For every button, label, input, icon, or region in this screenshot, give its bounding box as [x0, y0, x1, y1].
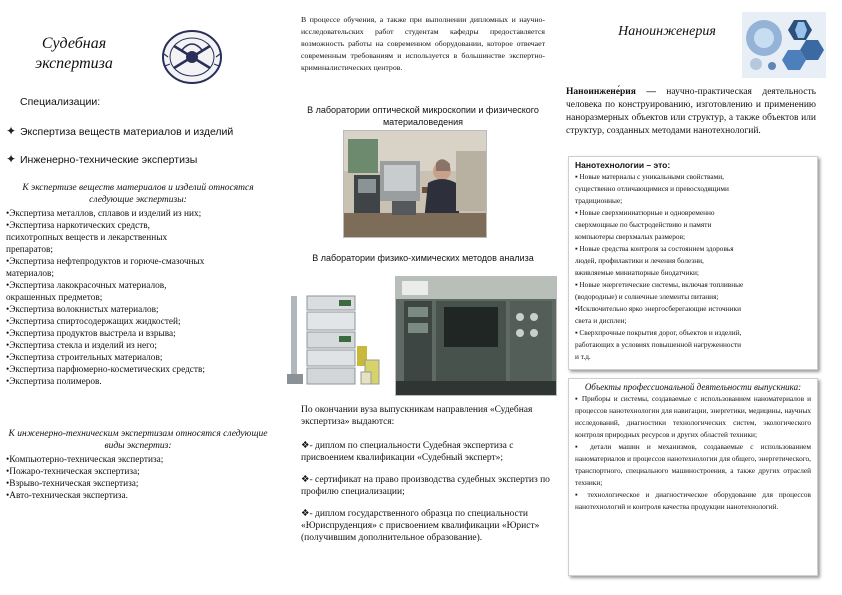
list-item: препаратов;: [6, 245, 53, 255]
issued-item: ❖- сертификат на право производства судебных экспертиз по профилю специализации;: [301, 475, 550, 497]
lab-caption-chemical: В лаборатории физико-химических методов анализа: [312, 253, 534, 263]
middle-panel: [281, 0, 561, 595]
issued-item: ❖- диплом государственного образца по специальности «Юриспруденция» с присвоением квалификации «Юрист» (получившим дополнительное образование).: [301, 509, 540, 543]
nanotech-box: [568, 156, 818, 370]
objects-box: [568, 378, 818, 576]
engineering-list: [6, 454, 272, 502]
list-item: ▪ Сверхпрочные покрытия дорог, объектов и изделий,: [575, 328, 742, 337]
list-item: •Экспертиза наркотических средств,: [6, 221, 150, 231]
nanotech-box-title: Нанотехнологии – это:: [575, 160, 671, 170]
list-item: •Экспертиза волокнистых материалов;: [6, 305, 159, 315]
list-item: ▪ Приборы и системы, создаваемые с использованием наноматериалов и процессов нанотехнологии для навигации, энергетики, медицины, научных исследований, диагностики технологических систем, экологического контроля природных ресурсов и других областей техники;: [575, 394, 811, 439]
lab-photo-instrument: [395, 276, 557, 396]
list-item: ▪ Новые средства контроля за состоянием здоровья: [575, 244, 734, 253]
materials-list: [6, 208, 272, 388]
spec-label: Инженерно-технические экспертизы: [20, 154, 198, 166]
list-item: традиционные;: [575, 196, 623, 205]
list-item: ▪ Новые сверхминиатюрные и одновременно: [575, 208, 715, 217]
issued-documents: [301, 440, 551, 554]
sparkle-icon: ✦: [6, 152, 17, 166]
list-item: ▪ технологическое и диагностическое оборудование для процессов нанотехнологий и контроля качества продукции нанотехнологий.: [575, 490, 811, 511]
list-item: •Экспертиза парфюмерно-косметических средств;: [6, 365, 205, 375]
list-item: •Экспертиза металлов, сплавов и изделий из них;: [6, 209, 202, 219]
list-item: людей, профилактики и лечения болезни,: [575, 256, 704, 265]
list-item: сверхмощные по быстродействию и памяти: [575, 220, 712, 229]
list-item: •Пожаро-техническая экспертиза;: [6, 467, 140, 477]
nano-definition: [566, 86, 816, 138]
list-item: работающих в условиях повышенной нагруженности: [575, 340, 742, 349]
list-item: •Экспертиза нефтепродуктов и горюче-смазочных: [6, 257, 205, 267]
lab-photo-analyzer: [285, 276, 381, 394]
list-item: и т.д.: [575, 352, 591, 361]
sparkle-icon: ✦: [6, 124, 17, 138]
left-panel: [0, 0, 280, 595]
list-item: ▪ детали машин и механизмов, создаваемые с использованием наноматериалов и процессов нанотехнологии для общего, энергетического, транспортного, специального машиностроения, а также других отраслей техники;: [575, 442, 811, 487]
list-item: •Авто-техническая экспертиза.: [6, 491, 128, 501]
list-item: окрашенных предметов;: [6, 293, 103, 303]
spec-item: [6, 152, 197, 166]
list-item: света и дисплеи;: [575, 316, 627, 325]
objects-list: [569, 393, 817, 513]
materials-heading: К экспертизе веществ материалов и изделий относятся следующие экспертизы:: [22, 183, 254, 205]
list-item: •Экспертиза лакокрасочных материалов,: [6, 281, 167, 291]
list-item: •Экспертиза продуктов выстрела и взрыва;: [6, 329, 176, 339]
spec-label: Экспертиза веществ материалов и изделий: [20, 126, 234, 138]
list-item: материалов;: [6, 269, 54, 279]
list-item: ▪ Новые материалы с уникальными свойствами,: [575, 172, 724, 181]
list-item: •Взрыво-техническая экспертиза;: [6, 479, 139, 489]
lab-photo-microscopy: [343, 130, 487, 238]
nano-molecule-icon: [742, 12, 826, 78]
list-item: •Экспертиза строительных материалов;: [6, 353, 163, 363]
panel-title-forensics: Судебная экспертиза: [35, 35, 113, 72]
list-item: ▪ Новые энергетические системы, включая топливные: [575, 280, 744, 289]
list-item: психотропных веществ и лекарственных: [6, 233, 168, 243]
objects-box-title: Объекты профессиональной деятельности выпускника:: [584, 382, 802, 392]
definition-term: Наноинжене́рия —: [566, 87, 656, 97]
right-panel: [562, 0, 842, 595]
intro-paragraph: В процессе обучения, а также при выполнении дипломных и научно-исследовательских работ студентам кафедры предоставляется возможность работы на современном оборудовании, которое отвечает современным требованиям и используется в большинстве экспертно-криминалистических центров.: [301, 15, 545, 72]
definition-text: научно-практическая деятельность человека по конструированию, изготовлению и применению наноразмерных объектов или структур, а также объектов или структур, созданных методами нанотехнологий.: [566, 87, 816, 136]
university-emblem-icon: [160, 28, 224, 86]
list-item: компьютеры сверхмалых размеров;: [575, 232, 686, 241]
nanotech-list: [569, 171, 817, 363]
issued-item: ❖- диплом по специальности Судебная экспертиза с присвоением квалификации «Судебный эксперт»;: [301, 441, 514, 463]
lab-caption-optical: В лаборатории оптической микроскопии и физического материаловедения: [307, 105, 539, 127]
list-item: существенно отличающимися и превосходящими: [575, 184, 729, 193]
spec-item: [6, 124, 233, 138]
graduates-intro: По окончании вуза выпускникам направления «Судебная экспертиза» выдаются:: [301, 405, 533, 427]
specializations-label: Специализации:: [20, 96, 101, 108]
panel-title-nano: Наноинженерия: [618, 24, 716, 39]
engineering-heading: К инженерно-техническим экспертизам относятся следующие виды экспертиз:: [8, 429, 268, 451]
list-item: •Экспертиза полимеров.: [6, 377, 102, 387]
list-item: •Экспертиза стекла и изделий из него;: [6, 341, 157, 351]
list-item: •Экспертиза спиртосодержащих жидкостей;: [6, 317, 181, 327]
list-item: вживляемые миниатюрные биодатчики;: [575, 268, 699, 277]
list-item: •Компьютерно-техническая экспертиза;: [6, 455, 164, 465]
list-item: (водородные) и солнечные элементы питания;: [575, 292, 719, 301]
list-item: ▪Исключительно ярко энергосберегающие источники: [575, 304, 741, 313]
